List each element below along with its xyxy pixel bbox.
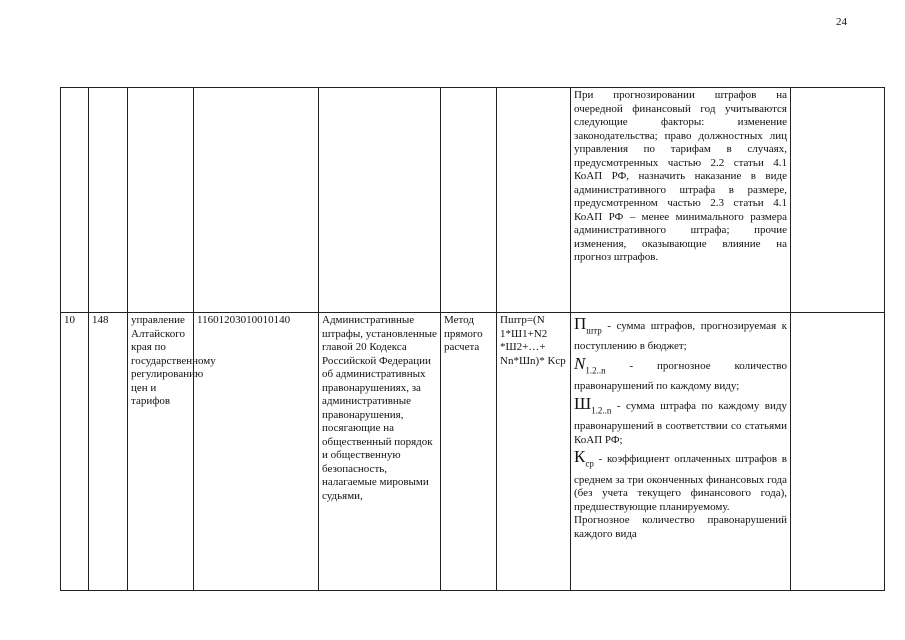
cell-description-continuation: При прогнозировании штрафов на очередной финансовый год учитываются следующие факторы: изменение законодательства; право должностных лиц управления по тарифам в случаях, предусмотренных частью 2.2 статьи 4.1 КоАП РФ, назначить наказание в виде административного штрафа в размере, предусмотренном частью 2.3 статьи 4.1 КоАП РФ – менее минимального размера административного штрафа; прочие изменения, оказывающие влияние на прогноз штрафов. — [571, 88, 791, 313]
cell-kbk: 11601203010010140 — [194, 313, 319, 591]
cell-method: Метод прямого расчета — [441, 313, 497, 591]
desc-sh-line: $Ш_{1.2..n}$ - сумма штрафа по каждому виду правонарушений в соответствии со статьями КоАП РФ; — [574, 393, 787, 446]
cell-num-empty — [61, 88, 89, 313]
forecast-table — [60, 87, 885, 591]
cell-row-number: 10 — [61, 313, 89, 591]
symbol-n: $N_{1.2..n}$ — [574, 353, 606, 376]
cell-agency-empty — [128, 88, 194, 313]
desc-k-line: $К_{ср}$ - коэффициент оплаченных штрафов в среднем за три оконченных финансовых года (без учета текущего финансового года), предшествующие планируемому. — [574, 447, 787, 513]
cell-formula-empty — [497, 88, 571, 313]
symbol-k: $К_{ср}$ — [574, 447, 594, 469]
table-row-continuation — [61, 88, 885, 313]
table-row-10 — [61, 313, 885, 591]
desc-p-line: $П_{штр}$ - сумма штрафов, прогнозируемая к поступлению в бюджет; — [574, 314, 787, 353]
cell-method-empty — [441, 88, 497, 313]
cell-formula-description — [571, 313, 791, 591]
symbol-sh: $Ш_{1.2..n}$ — [574, 393, 612, 416]
cell-kbk-empty — [194, 88, 319, 313]
cell-notes-empty — [791, 88, 885, 313]
cell-name-empty — [319, 88, 441, 313]
desc-n-line: $N_{1.2..n}$ - прогнозное количество правонарушений по каждому виду; — [574, 353, 787, 393]
cell-admin-code: 148 — [89, 313, 128, 591]
symbol-p: $П_{штр}$ — [574, 314, 602, 336]
page-number: 24 — [836, 16, 847, 28]
cell-income-name: Административные штрафы, установленные главой 20 Кодекса Российской Федерации об административных правонарушениях, за административные правонарушения, посягающие на общественный порядок и общественную безопасность, налагаемые мировыми судьями, — [319, 313, 441, 591]
cell-code-empty — [89, 88, 128, 313]
cell-notes-empty-2 — [791, 313, 885, 591]
cell-formula: Пштр=(N 1*Ш1+N2 *Ш2+…+ Nn*Шn)* Kср — [497, 313, 571, 591]
desc-tail: Прогнозное количество правонарушений каждого вида — [574, 514, 787, 540]
cell-agency: управление Алтайского края по государственному регулированию цен и тарифов — [128, 313, 194, 591]
